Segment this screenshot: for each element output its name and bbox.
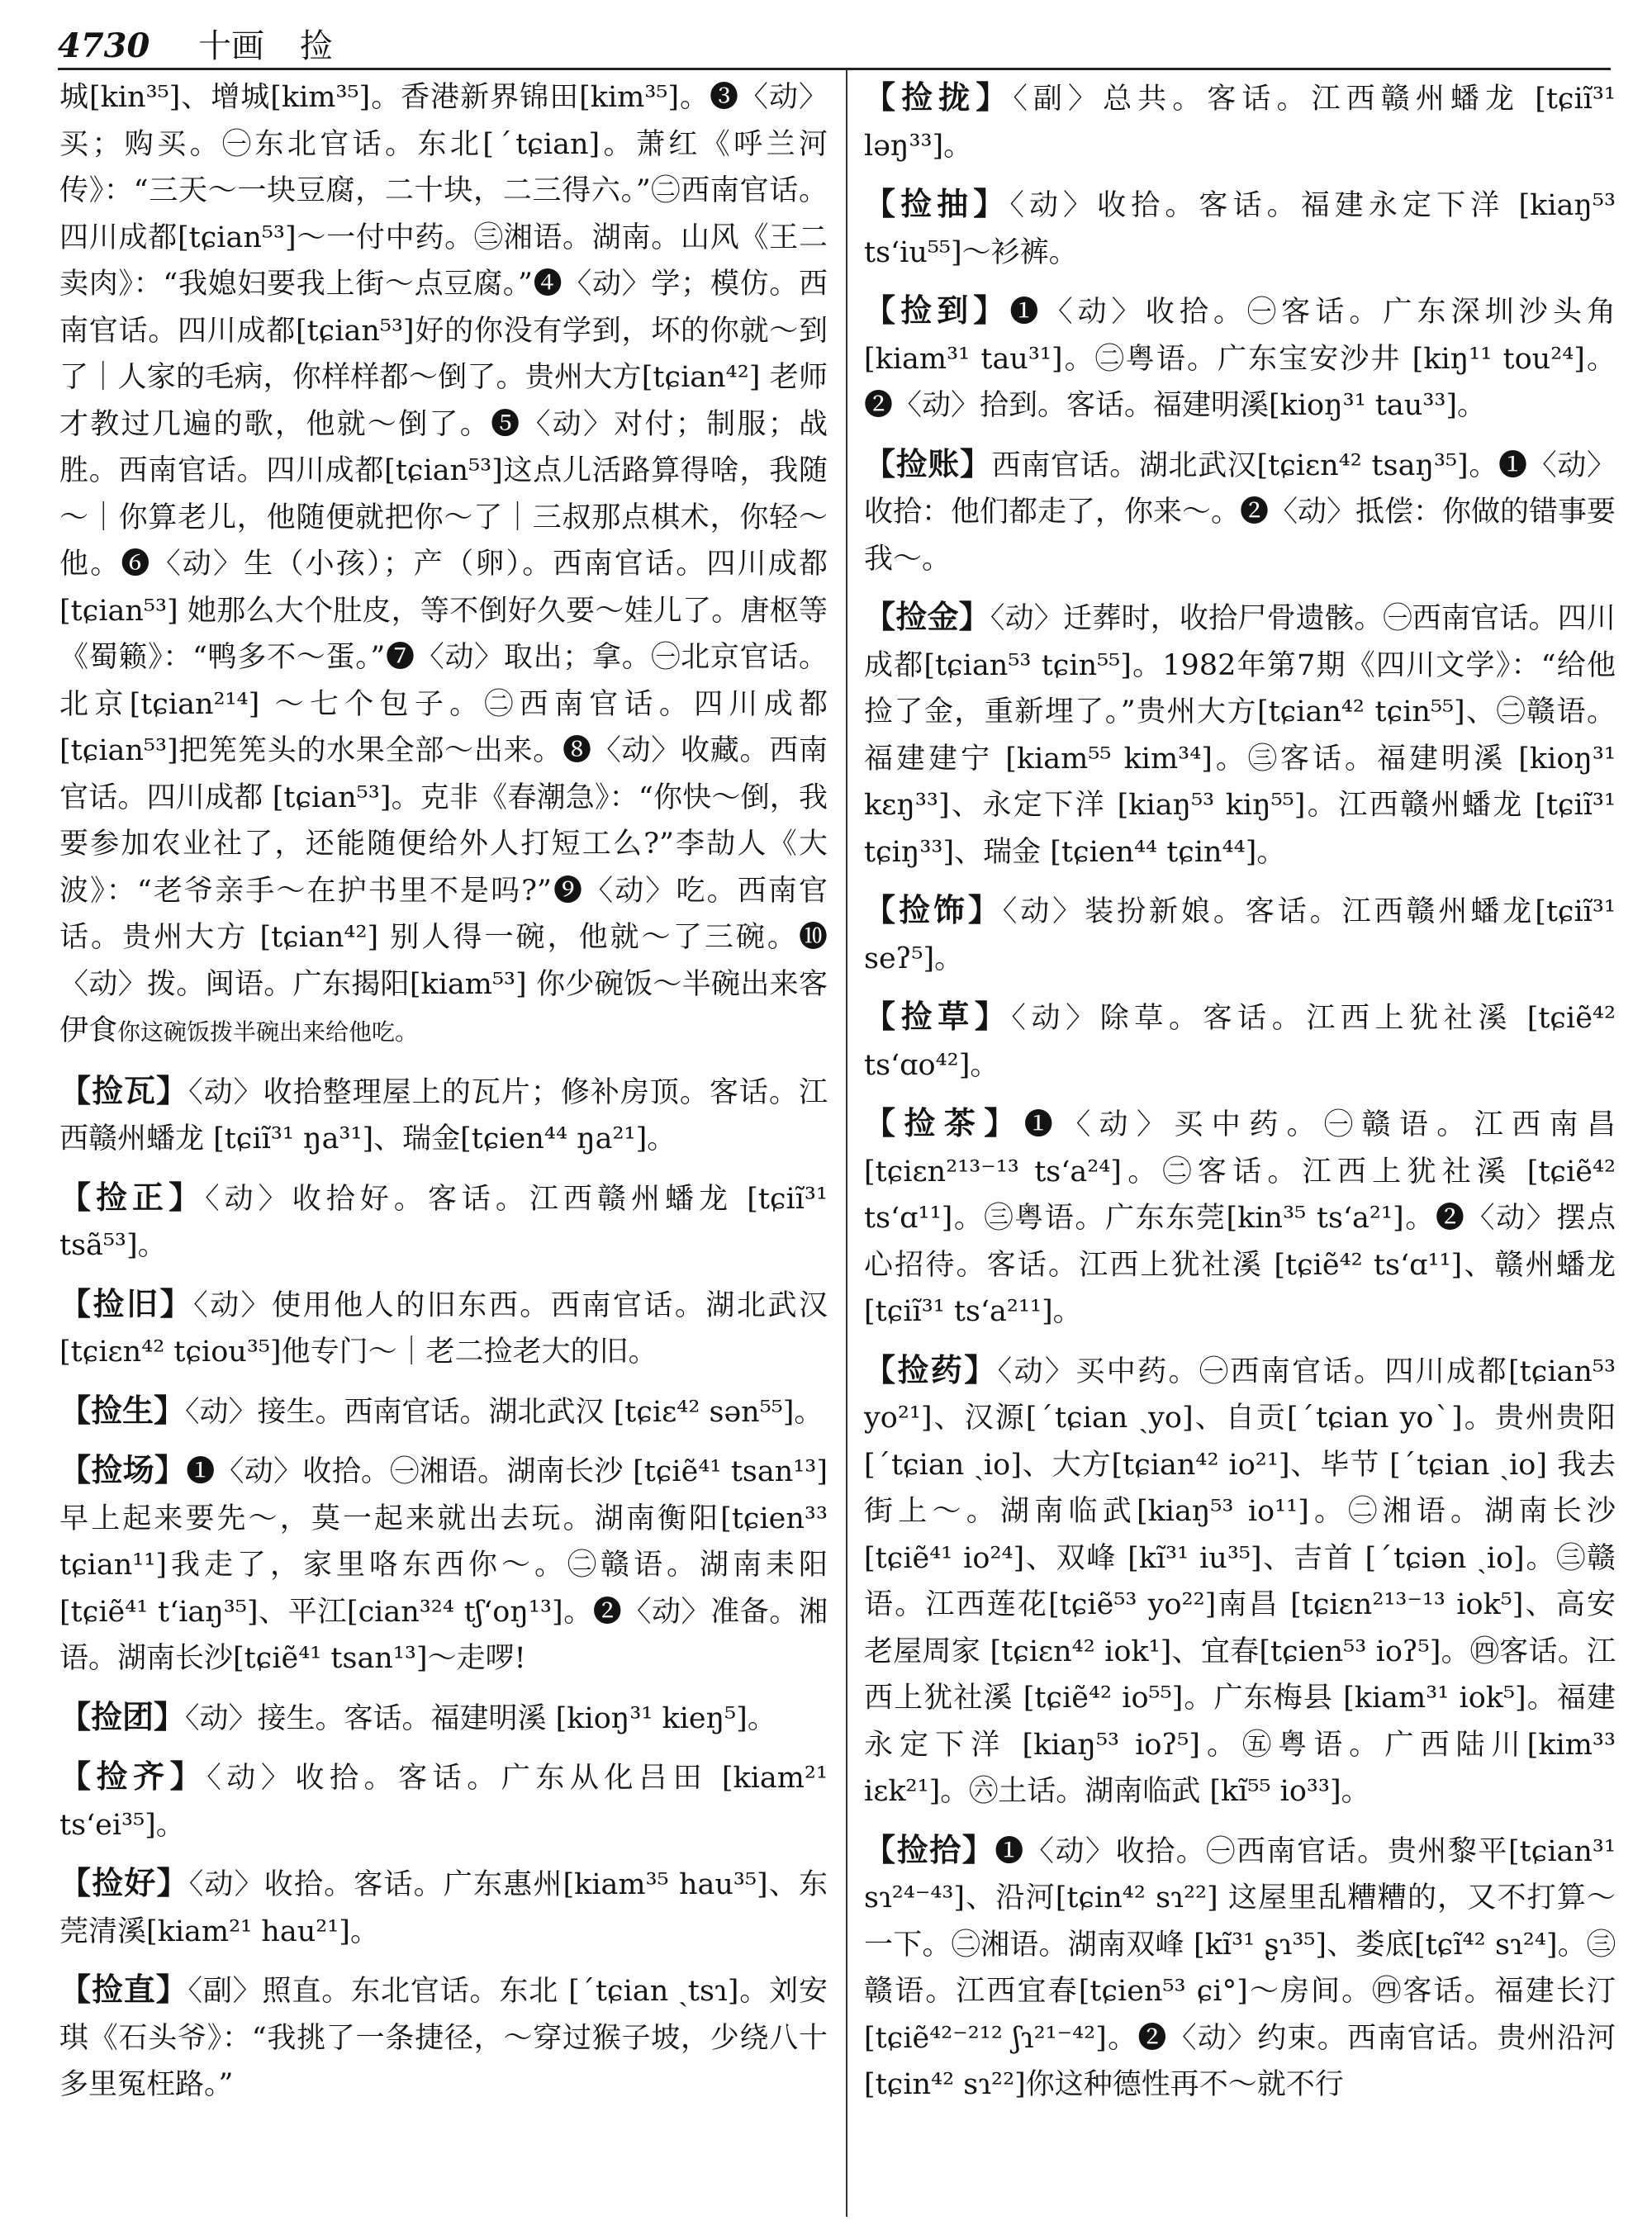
right-column	[864, 74, 1616, 2222]
headword: 【捡抽】	[864, 185, 1010, 222]
headword: 【捡齐】	[59, 1758, 207, 1795]
headword: 【捡好】	[59, 1864, 189, 1901]
entry-text: 〈副〉照直。东北官话。东北 [ˊtɕian ˏtsɿ]。刘安琪《石头爷》：“我挑了一条捷径，～穿过猴子坡，少绕八十多里冤枉路。”	[59, 1975, 828, 2101]
dictionary-entry	[864, 994, 1616, 1089]
entry-text: ❶〈动〉买中药。㊀赣语。江西南昌 [tɕiɛn²¹³⁻¹³ tsʻa²⁴]。㊁客话。江西上犹社溪 [tɕiẽ⁴² tsʻɑ¹¹]。㊂粤语。广东东莞[kin³⁵ tsʻa²¹]。❷〈动〉摆点心招待。客话。江西上犹社溪 [tɕiẽ⁴² tsʻɑ¹¹]、赣州蟠龙[tɕiĩ³¹ tsʻa²¹¹]。	[864, 1108, 1616, 1328]
dictionary-entry	[864, 1347, 1616, 1815]
headword: 【捡拢】	[864, 78, 1014, 116]
entry-text: 〈动〉收拾。客话。福建永定下洋 [kiaŋ⁵³ tsʻiu⁵⁵]～衫裤。	[864, 189, 1616, 269]
entry-text: 〈动〉接生。西南官话。湖北武汉 [tɕiɛ⁴² sən⁵⁵]。	[185, 1395, 824, 1429]
dictionary-entry	[59, 1967, 828, 2109]
entry-text: 〈动〉收拾整理屋上的瓦片；修补房顶。客话。江西赣州蟠龙 [tɕiĩ³¹ ŋa³¹]、瑞金[tɕien⁴⁴ ŋa²¹]。	[59, 1075, 828, 1155]
headword: 【捡饰】	[864, 891, 1003, 928]
left-column	[59, 74, 828, 2222]
headword: 【捡账】	[864, 444, 992, 482]
dictionary-entry	[59, 1860, 828, 1955]
entry-text: 〈动〉除草。客话。江西上犹社溪 [tɕiẽ⁴² tsʻɑo⁴²]。	[864, 1002, 1616, 1082]
entry-text: ❶〈动〉收拾。㊀湘语。湖南长沙 [tɕiẽ⁴¹ tsan¹³] 早上起来要先～，莫一起来就出去玩。湖南衡阳[tɕien³³ tɕian¹¹]我走了，家里咯东西你～。㊁赣语。湖南耒阳[tɕiẽ⁴¹ tʻiaŋ³⁵]、平江[cian³²⁴ tʃʻoŋ¹³]。❷〈动〉准备。湘语。湖南长沙[tɕiẽ⁴¹ tsan¹³]～走啰!	[59, 1455, 828, 1675]
dictionary-entry	[864, 594, 1616, 875]
headword: 【捡直】	[59, 1971, 188, 2008]
dictionary-entry	[59, 1753, 828, 1848]
dictionary-entry	[59, 1447, 828, 1682]
page-number: 4730	[58, 26, 150, 65]
entry-text: 〈动〉买中药。㊀西南官话。四川成都[tɕian⁵³ yo²¹]、汉源[ˊtɕian ˏyo]、自贡[ˊtɕian yoˋ]。贵州贵阳[ˊtɕian ˏio]、大方[tɕian⁴² io²¹]、毕节 [ˊtɕian ˏio] 我去街上～。湖南临武[kiaŋ⁵³ io¹¹]。㊁湘语。湖南长沙 [tɕiẽ⁴¹ io²⁴]、双峰 [kĩ³¹ iu³⁵]、吉首 [ˊtɕiən ˏio]。㊂赣语。江西莲花[tɕiẽ⁵³ yo²²]南昌 [tɕiɛn²¹³⁻¹³ iok⁵]、高安老屋周家 [tɕiɛn⁴² iok¹]、宜春[tɕien⁵³ ioʔ⁵]。㊃客话。江西上犹社溪 [tɕiẽ⁴² io⁵⁵]。广东梅县 [kiam³¹ iok⁵]。福建永定下洋 [kiaŋ⁵³ ioʔ⁵]。㊄粤语。广西陆川[kim³³ iɛk²¹]。㊅土话。湖南临武 [kĩ⁵⁵ io³³]。	[864, 1355, 1616, 1808]
headword: 【捡正】	[59, 1178, 206, 1216]
dictionary-entry	[59, 1388, 828, 1436]
header-rule	[58, 68, 1611, 70]
dictionary-entry	[59, 1068, 828, 1163]
dictionary-entry	[864, 287, 1616, 429]
entry-text: 〈动〉收拾好。客话。江西赣州蟠龙 [tɕiĩ³¹ tsã⁵³]。	[59, 1182, 828, 1262]
headword: 【捡瓦】	[59, 1071, 189, 1109]
headword: 【捡场】	[59, 1451, 187, 1488]
dictionary-entry	[864, 181, 1616, 276]
dictionary-entry	[864, 887, 1616, 982]
headword: 【捡团】	[59, 1697, 186, 1735]
entry-text: ❶〈动〉收拾。㊀西南官话。贵州黎平[tɕian³¹ sɿ²⁴⁻⁴³]、沿河[tɕin⁴² sɿ²²] 这屋里乱糟糟的，又不打算～一下。㊁湘语。湖南双峰 [kĩ³¹ ʂɿ³⁵]、娄底[tɕĩ⁴² sɿ²⁴]。㊂赣语。江西宜春[tɕien⁵³ ɕi°]～房间。㊃客话。福建长汀[tɕiẽ⁴²⁻²¹² ʃɿ²¹⁻⁴²]。❷〈动〉约束。西南官话。贵州沿河[tɕin⁴² sɿ²²]你这种德性再不～就不行	[864, 1834, 1616, 2101]
headword: 【捡拾】	[864, 1830, 995, 1868]
headword: 【捡到】	[864, 292, 1010, 329]
entry-text: 西南官话。湖北武汉[tɕiɛn⁴² tsaŋ³⁵]。❶〈动〉收拾：他们都走了，你来～。❷〈动〉抵偿：你做的错事要我～。	[864, 448, 1616, 576]
entry-text: 城[kin³⁵]、增城[kim³⁵]。香港新界锦田[kim³⁵]。❸〈动〉买；购买。㊀东北官话。东北[ˊtɕian]。萧红《呼兰河传》：“三天～一块豆腐，二十块，二三得六。”㊁西南官话。四川成都[tɕian⁵³]～一付中药。㊂湘语。湖南。山风《王二卖肉》：“我媳妇要我上街～点豆腐。”❹〈动〉学；模仿。西南官话。四川成都[tɕian⁵³]好的你没有学到，坏的你就～到了｜人家的毛病，你样样都～倒了。贵州大方[tɕian⁴²] 老师才教过几遍的歌，他就～倒了。❺〈动〉对付；制服；战胜。西南官话。四川成都[tɕian⁵³]这点儿活路算得啥，我随～｜你算老儿，他随便就把你～了｜三叔那点棋术，你轻～他。❻〈动〉生（小孩）；产（卵）。西南官话。四川成都[tɕian⁵³] 她那么大个肚皮，等不倒好久要～娃儿了。唐枢等《蜀籁》：“鸭多不～蛋。”❼〈动〉取出；拿。㊀北京官话。北京[tɕian²¹⁴] ～七个包子。㊁西南官话。四川成都[tɕian⁵³]把筅筅头的水果全部～出来。❽〈动〉收藏。西南官话。四川成都 [tɕian⁵³]。克非《春潮急》：“你快～倒，我要参加农业社了，还能随便给外人打短工么?”李劼人《大波》：“老爷亲手～在护书里不是吗?”❾〈动〉吃。西南官话。贵州大方 [tɕian⁴²] 别人得一碗，他就～了三碗。❿〈动〉拨。闽语。广东揭阳[kiam⁵³] 你少碗饭～半碗出来客伊食	[59, 81, 828, 1047]
headword: 【捡草】	[864, 998, 1012, 1035]
headword: 【捡金】	[864, 598, 990, 635]
headword: 【捡药】	[864, 1350, 998, 1388]
section-label: 十画	[198, 27, 265, 65]
entry-text: 〈动〉装扮新娘。客话。江西赣州蟠龙[tɕiĩ³¹ seʔ⁵]。	[864, 895, 1616, 975]
page-header	[58, 21, 1611, 71]
headword: 【捡茶】	[864, 1104, 1024, 1141]
dictionary-entry	[864, 74, 1616, 169]
dictionary-entry	[59, 74, 828, 1056]
dictionary-entry	[59, 1694, 828, 1743]
headword: 【捡旧】	[59, 1284, 194, 1322]
dictionary-entry	[864, 441, 1616, 583]
entry-text: ❶〈动〉收拾。㊀客话。广东深圳沙头角 [kiam³¹ tau³¹]。㊁粤语。广东宝安沙井 [kiŋ¹¹ tou²⁴]。❷〈动〉拾到。客话。福建明溪[kioŋ³¹ tau³³]。	[864, 296, 1616, 422]
dictionary-entry	[59, 1281, 828, 1376]
entry-text: 〈动〉使用他人的旧东西。西南官话。湖北武汉[tɕiɛn⁴² tɕiou³⁵]他专门～｜老二捡老大的旧。	[59, 1288, 828, 1369]
entry-gloss: 你这碗饭拨半碗出来给他吃。	[117, 1018, 419, 1046]
entry-text: 〈动〉迁葬时，收拾尸骨遗骸。㊀西南官话。四川成都[tɕian⁵³ tɕin⁵⁵]。1982年第7期《四川文学》：“给他捡了金，重新埋了。”贵州大方[tɕian⁴² tɕin⁵⁵]、㊁赣语。福建建宁 [kiam⁵⁵ kim³⁴]。㊂客话。福建明溪 [kioŋ³¹ kɛŋ³³]、永定下洋 [kiaŋ⁵³ kiŋ⁵⁵]。江西赣州蟠龙 [tɕiĩ³¹ tɕiŋ³³]、瑞金 [tɕien⁴⁴ tɕin⁴⁴]。	[864, 602, 1616, 869]
entry-text: 〈动〉收拾。客话。广东从化吕田 [kiam²¹ tsʻei³⁵]。	[59, 1762, 828, 1842]
headword: 【捡生】	[59, 1391, 186, 1429]
entry-text: 〈动〉接生。客话。福建明溪 [kioŋ³¹ kieŋ⁵]。	[185, 1701, 776, 1735]
dictionary-entry	[864, 1827, 1616, 2109]
entry-text: 〈副〉总共。客话。江西赣州蟠龙 [tɕiĩ³¹ ləŋ³³]。	[864, 83, 1616, 163]
head-character: 捡	[299, 27, 333, 65]
dictionary-entry	[59, 1174, 828, 1269]
column-divider	[846, 69, 847, 2217]
dictionary-entry	[864, 1100, 1616, 1336]
entry-text: 〈动〉收拾。客话。广东惠州[kiam³⁵ hau³⁵]、东莞清溪[kiam²¹ hau²¹]。	[59, 1868, 828, 1948]
